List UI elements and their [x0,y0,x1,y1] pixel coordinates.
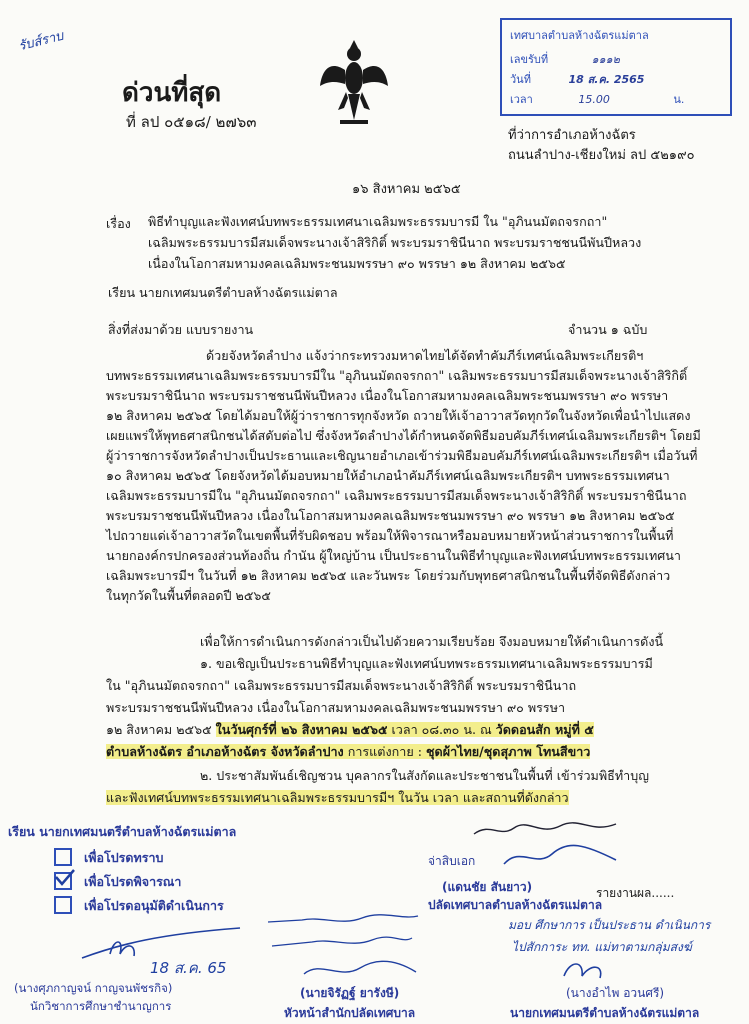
name-left: (นางศุภกาญจน์ กาญจนพัชรกิจ) [14,981,173,995]
garuda-emblem-icon [320,40,388,126]
handwritten-note-1: มอบ ศึกษาการ เป็นประธาน ดำเนินการ [508,918,711,932]
item1-line-2: ใน "อุภินนมัตถจรกถา" เฉลิมพระธรรมบารมีสมเด็จพระนางเจ้าสิริกิติ์ พระบรมราชินีนาถ [106,678,577,693]
item1-dress-code: ชุดผ้าไทย/ชุดสุภาพ โทนสีขาว [425,744,591,759]
checkbox-approve[interactable] [54,896,72,914]
item1-event-venue: วัดดอนสัก หมู่ที่ ๕ [495,722,594,737]
document-number: ที่ ลป ๐๕๑๘/ ๒๗๖๓ [126,113,257,131]
stamp-date-label: วันที่ [510,73,531,86]
stamp-time-unit: น. [673,93,685,106]
para1-line-2: บทพระธรรมเทศนาเฉลิมพระธรรมบารมีใน "อุภินนมัตถจรกถา" เฉลิมพระธรรมบารมีสมเด็จพระนางเจ้าสิริกิติ์ [106,368,688,383]
title-left: นักวิชาการศึกษาชำนาญการ [30,999,172,1013]
para1-line-13: ในทุกวัดในพื้นที่ตลอดปี ๒๕๖๕ [106,588,271,603]
addressee-line: เรียน นายกเทศมนตรีตำบลห้างฉัตรแม่ตาล [108,285,338,300]
stamp-org: เทศบาลตำบลห้างฉัตรแม่ตาล [510,29,649,42]
stamp-recv-value: ๑๑๑๒ [591,53,620,66]
corner-handwritten-note: รับส์ราบ [17,28,66,55]
item2-line-2 [106,790,569,806]
signature-right [560,958,620,982]
para1-line-6: ผู้ว่าราชการจังหวัดลำปางเป็นประธานและเชิญนายอำเภอเข้าร่วมพิธีมอบคัมภีร์เทศน์เฉลิมพระเกียรติฯ เมื่อวันที่ [106,448,698,463]
para1-line-8: เฉลิมพระธรรมบารมีใน "อุภินนมัตถจรกถา" เฉลิมพระธรรมบารมีสมเด็จพระนางเจ้าสิริกิติ์ พระบรมราชินีนาถ [106,488,687,503]
stamp-time-label: เวลา [510,93,533,106]
urgent-label: ด่วนที่สุด [122,78,222,108]
para1-line-4: ๑๒ สิงหาคม ๒๕๖๕ โดยได้มอบให้ผู้ว่าราชการทุกจังหวัด ถวายให้เจ้าอาวาสวัดทุกวัดในจังหวัดเพื่อนำไปแสดง [106,408,691,423]
subject-line-1: พิธีทำบุญและฟังเทศน์บทพระธรรมเทศนาเฉลิมพระธรรมบารมี ใน "อุภินนมัตถจรกถา" [148,214,608,229]
name-middle: (นายจิรัฏฐ์ ยารังษี) [300,986,400,1000]
subject-line-2: เฉลิมพระธรรมบารมีสมเด็จพระนางเจ้าสิริกิติ์ พระบรมราชินีนาถ พระบรมราชชนนีพันปีหลวง [148,235,642,250]
para1-line-5: เผยแพร่ให้พุทธศาสนิกชนได้สดับต่อไป ซึ่งจังหวัดลำปางได้กำหนดจัดพิธีมอบคัมภีร์เทศน์เฉลิมพระเกียรติฯ โดยมี [106,428,701,443]
checkbox-consider-label: เพื่อโปรดพิจารณา [84,874,182,889]
name-right: (นางอำไพ อวนศรี) [566,986,665,1000]
checkbox-consider[interactable] [54,872,72,890]
stamp-date-value: 18 ส.ค. 2565 [568,73,645,86]
report-note: รายงานผล...... [596,886,675,900]
enclosure-line: สิ่งที่ส่งมาด้วย แบบรายงาน [108,322,254,337]
sender-office: ที่ว่าการอำเภอห้างฉัตร [508,128,636,143]
handwritten-note-2: ไปสักการะ ทท. แม่ทาตามกลุ่มสงฆ์ [512,940,692,954]
item1-dress-label: การแต่งกาย : [343,744,426,759]
stamp-time-value: 15.00 [578,93,610,106]
signature-deputy [500,842,620,872]
title-right: นายกเทศมนตรีตำบลห้างฉัตรแม่ตาล [510,1006,700,1020]
title-middle: หัวหน้าสำนักปลัดเทศบาล [284,1006,416,1020]
item1-line-4 [106,722,594,738]
checkmark-icon [54,868,76,886]
para1-line-9: พระบรมราชชนนีพันปีหลวง เนื่องในโอกาสมหามงคลเฉลิมพระชนมพรรษา ๙๐ พรรษา ๑๒ สิงหาคม ๒๕๖๕ [106,508,675,523]
signer-rank: จ่าสิบเอก [428,854,476,868]
document-date: ๑๖ สิงหาคม ๒๕๖๕ [352,182,461,197]
checkbox-acknowledge[interactable] [54,848,72,866]
item2-line-1: ๒. ประชาสัมพันธ์เชิญชวน บุคลากรในสังกัดและประชาชนในพื้นที่ เข้าร่วมพิธีทำบุญ [200,768,649,783]
signer-title: ปลัดเทศบาลตำบลห้างฉัตรแม่ตาล [428,898,603,912]
subject-line-3: เนื่องในโอกาสมหามงคลเฉลิมพระชนมพรรษา ๙๐ พรรษา ๑๒ สิงหาคม ๒๕๖๕ [148,256,566,271]
checkbox-approve-label: เพื่อโปรดอนุมัติดำเนินการ [84,898,224,913]
item1-event-time: เวลา ๐๘.๓๐ น. ณ [387,722,496,737]
item1-line-3: พระบรมราชชนนีพันปีหลวง เนื่องในโอกาสมหามงคลเฉลิมพระชนมพรรษา ๙๐ พรรษา [106,700,566,715]
memo-addressee: เรียน นายกเทศมนตรีตำบลห้างฉัตรแม่ตาล [8,824,237,839]
item1-line-4-date: ๑๒ สิงหาคม ๒๕๖๕ [106,722,216,737]
sender-address: ถนนลำปาง-เชียงใหม่ ลป ๕๒๑๙๐ [508,148,695,163]
stamp-recv-label: เลขรับที่ [510,53,549,66]
signature-middle [300,958,420,982]
subject-label: เรื่อง [106,216,131,231]
item1-event-location: ตำบลห้างฉัตร อำเภอห้างฉัตร จังหวัดลำปาง [106,744,344,759]
checkbox-acknowledge-label: เพื่อโปรดทราบ [84,850,164,865]
handwritten-date: 18 ส.ค. 65 [150,959,227,977]
item1-line-1: ๑. ขอเชิญเป็นประธานพิธีทำบุญและฟังเทศน์บทพระธรรมเทศนาเฉลิมพระธรรมบารมี [200,656,653,671]
para1-line-3: พระบรมราชินีนาถ พระบรมราชชนนีพันปีหลวง เนื่องในโอกาสมหามงคลเฉลิมพระชนมพรรษา ๙๐ พรรษา [106,388,669,403]
item1-line-5 [106,744,590,760]
para1-line-10: ไปถวายแด่เจ้าอาวาสวัดในเขตพื้นที่รับผิดชอบ พร้อมให้พิจารณาหรือมอบหมายหัวหน้าส่วนราชการในพื้นที่ [106,528,674,543]
signature-district-officer [470,818,620,842]
item1-event-date: ในวันศุกร์ที่ ๒๖ สิงหาคม ๒๕๖๕ [215,722,388,737]
enclosure-count: จำนวน ๑ ฉบับ [568,322,648,337]
para2-line: เพื่อให้การดำเนินการดังกล่าวเป็นไปด้วยความเรียบร้อย จึงมอบหมายให้ดำเนินการดังนี้ [200,634,664,649]
para1-line-7: ๑๐ สิงหาคม ๒๕๖๕ โดยจังหวัดได้มอบหมายให้อำเภอนำคัมภีร์เทศน์เฉลิมพระเกียรติฯ บทพระธรรมเทศนา [106,468,670,483]
signer-name: (แดนชัย สันยาว) [442,880,533,894]
para1-line-1: ด้วยจังหวัดลำปาง แจ้งว่ากระทรวงมหาดไทยได้จัดทำคัมภีร์เทศน์เฉลิมพระเกียรติฯ [206,348,644,363]
para1-line-12: เฉลิมพระบารมีฯ ในวันที่ ๑๒ สิงหาคม ๒๕๖๕ และวันพระ โดยร่วมกับพุทธศาสนิกชนในพื้นที่จัดพิธีดังกล่าว [106,568,671,583]
item2-line-2-text: และฟังเทศน์บทพระธรรมเทศนาเฉลิมพระธรรมบารมีฯ ในวัน เวลา และสถานที่ดังกล่าว [106,790,569,805]
para1-line-11: นายกองค์กรปกครองส่วนท้องถิ่น กำนัน ผู้ใหญ่บ้าน เป็นประธานในพิธีทำบุญและฟังเทศน์บทพระธรรมเทศนา [106,548,681,563]
receipt-stamp [500,18,732,116]
